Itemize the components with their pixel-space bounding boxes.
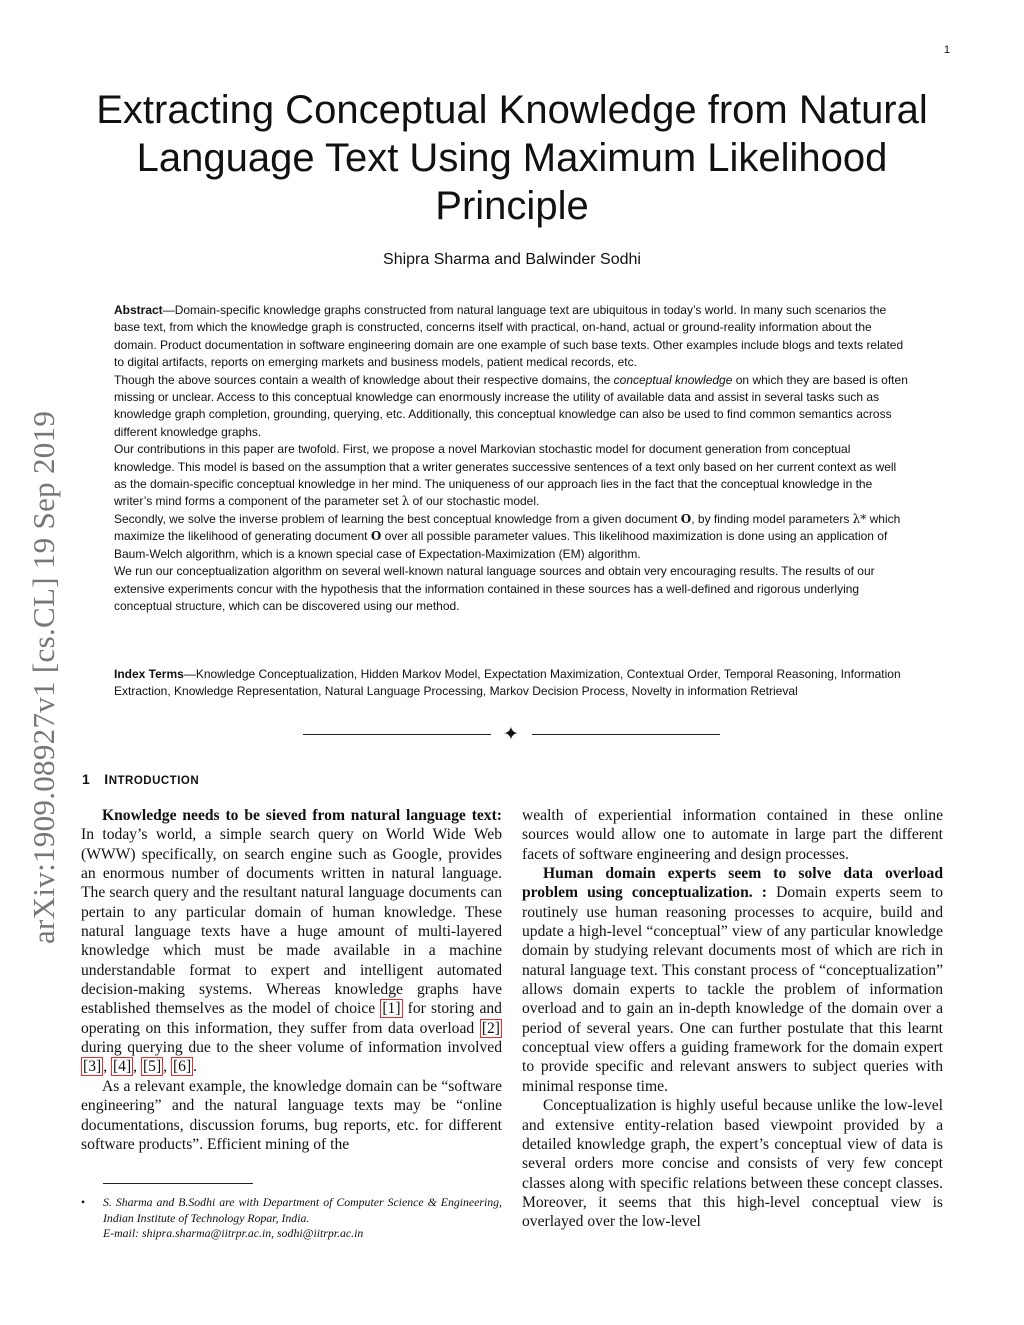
citation-6-link[interactable]: [6] (172, 1058, 192, 1076)
paper-title (60, 86, 964, 230)
left-text-1a: In today’s world, a simple search query on World Wide Web (WWW) specifically, on search engine such as Google, provides an enormous number of documents written in natural language. The search query and the resultant natural language documents can pertain to any particular domain of human knowledge. These natural language texts have a huge amount of multi-layered knowledge which must be made available in a machine understandable format to expert and intelligent automated decision-making systems. Whereas knowledge graphs have established themselves as the model of choice (81, 826, 502, 1018)
abstract-text-3a: Our contributions in this paper are twofold. First, we propose a novel Markovian stochastic model for document generation from conceptual knowledge. This model is based on the assumption that a writer generates successive sentences of a text only based on her current context as well as the domain-specific conceptual knowledge in her mind. The uniqueness of our approach lies in the fact that the conceptual knowledge in the writer’s mind forms a component of the parameter set (114, 442, 897, 509)
footnote-bullet-icon: • (81, 1195, 86, 1209)
abstract-text-4b: , by finding model parameters (691, 511, 853, 526)
citation-4-link[interactable]: [4] (112, 1058, 132, 1076)
footnote-affiliation: S. Sharma and B.Sodhi are with Department of Computer Science & Engineering, Indian Institute of Technology Ropar, India. (103, 1195, 502, 1225)
footnote-rule (103, 1183, 253, 1184)
abstract-paragraph-4 (114, 511, 910, 563)
right-paragraph-2-lead: Human domain experts seem to solve data overload problem using conceptualization. : (522, 865, 943, 902)
citation-sep-1: , (103, 1058, 111, 1076)
abstract (114, 302, 910, 615)
abstract-text-4a: Secondly, we solve the inverse problem of learning the best conceptual knowledge from a given document (114, 511, 681, 526)
document-symbol: O (680, 511, 692, 526)
abstract-dash: — (162, 303, 175, 317)
abstract-paragraph-1 (114, 302, 910, 372)
abstract-emphasis: conceptual knowledge (613, 372, 733, 387)
left-text-1-end: . (193, 1058, 198, 1076)
left-paragraph-1-lead: Knowledge needs to be sieved from natural language text: (102, 807, 502, 824)
abstract-paragraph-5: We run our conceptualization algorithm on several well-known natural language sources and obtain very encouraging results. The results of our extensive experiments concur with the hypothesis that the information contained in these sources has a well-defined and rigorous underlying conceptual structure, which can be discovered using our method. (114, 564, 875, 613)
section-title-rest: NTRODUCTION (108, 775, 200, 787)
citation-2-link[interactable]: [2] (481, 1019, 500, 1037)
citation-3-link[interactable]: [3] (83, 1058, 102, 1076)
section-initial: I (104, 771, 109, 787)
separator-line-right (532, 734, 720, 735)
right-paragraph-2 (522, 864, 943, 1096)
page-number: 1 (943, 44, 950, 56)
abstract-text-3b: of our stochastic model. (409, 494, 540, 509)
abstract-text-1: Domain-specific knowledge graphs constructed from natural language text are ubiquitous in today’s world. In many such scenarios the base text, from which the knowledge graph is constructed, concerns itself with practical, on-hand, actual or ground-reality information about the domain. Product documentation in software engineering domain are one example of such base texts. Other examples include blogs and texts related to digital artifacts, reports on emerging markets and business models, patient medical records, etc. (114, 303, 904, 370)
separator-line-left (303, 734, 491, 735)
title-line-1: Extracting Conceptual Knowledge from Natural (96, 88, 928, 132)
footnote-email: E-mail: shipra.sharma@iitrpr.ac.in, sodhi@iitrpr.ac.in (103, 1226, 364, 1240)
right-text-2: Domain experts seem to routinely use human reasoning processes to acquire, build and update a high-level “conceptual” view of any particular knowledge domain by studying relevant documents most of which are rich in natural language text. This constant process of “conceptualization” allows domain experts to tackle the problem of information overload and to gain an in-depth knowledge of the domain over a period of several years. One can further postulate that this learnt conceptual view offers a guiding framework for the domain expert to provide specific and relevant answers to subject queries with minimal response time. (522, 884, 943, 1095)
abstract-text-2b: on which they are based is often missing or unclear. Access to this conceptual knowledge can enormously increase the utility of available data and assist in several tasks such as knowledge graph completion, grounding, querying, etc. Additionally, this conceptual knowledge can also be used to find common semantics across different knowledge graphs. (114, 372, 908, 439)
authors: Shipra Sharma and Balwinder Sodhi (383, 251, 641, 268)
abstract-label: Abstract (114, 303, 163, 317)
abstract-paragraph-3 (114, 441, 910, 511)
lambda-star-symbol: λ* (852, 511, 867, 526)
left-column (81, 806, 502, 1154)
citation-sep-2: , (133, 1058, 141, 1076)
left-paragraph-1 (81, 806, 502, 1077)
title-line-3: Principle (435, 184, 589, 228)
right-paragraph-1: wealth of experiential information contained in these online sources would allow one to automate in large part the different facets of software engineering and design processes. (522, 807, 943, 863)
footnote-body (103, 1195, 502, 1242)
abstract-text-4c: which maximize the likelihood of generating document (114, 511, 901, 544)
left-paragraph-2: As a relevant example, the knowledge domain can be “software engineering” and the natural language texts may be “online documentations, discussion forums, bug reports, etc. for different software products”. Efficient mining of the (81, 1077, 502, 1153)
abstract-paragraph-2 (114, 372, 910, 442)
abstract-text-2a: Though the above sources contain a wealth of knowledge about their respective domains, the (114, 372, 614, 387)
citation-sep-3: , (163, 1058, 171, 1076)
left-text-1b: for storing and operating on this information, they suffer from data overload (81, 1000, 502, 1037)
lambda-symbol: λ (401, 494, 410, 509)
section-heading-introduction (82, 771, 199, 787)
author-footnote (81, 1195, 502, 1242)
title-line-2: Language Text Using Maximum Likelihood (136, 136, 888, 180)
section-number: 1 (82, 771, 91, 787)
right-column (522, 806, 943, 1232)
separator-diamond-icon: ✦ (503, 723, 519, 745)
index-terms-label: Index Terms (114, 667, 184, 681)
citation-1-link[interactable]: [1] (382, 1000, 401, 1018)
index-terms (114, 666, 910, 701)
left-text-1c: during querying due to the sheer volume of information involved (81, 1039, 502, 1057)
index-terms-text: Knowledge Conceptualization, Hidden Markov Model, Expectation Maximization, Contextual Order, Temporal Reasoning, Information Extraction, Knowledge Representation, Natural Language Processing, Markov Decision Process, Novelty in information Retrieval (114, 667, 901, 699)
right-paragraph-3: Conceptualization is highly useful because unlike the low-level and extensive entity-relation based viewpoint provided by a detailed knowledge graph, the expert’s conceptual view of data is several orders more concise and consists of very few concept classes along with specific relations between these concept classes. Moreover, it seems that this high-level conceptual view is overlayed over the low-level (522, 1097, 943, 1231)
citation-5-link[interactable]: [5] (142, 1058, 162, 1076)
abstract-text-4d: over all possible parameter values. This likelihood maximization is done using an application of Baum-Welch algorithm, which is a known special case of Expectation-Maximization (EM) algorithm. (114, 529, 888, 561)
arxiv-stamp: arXiv:1909.08927v1 [cs.CL] 19 Sep 2019 (26, 410, 61, 944)
index-terms-dash: — (183, 667, 196, 681)
document-symbol-2: O (370, 529, 382, 544)
